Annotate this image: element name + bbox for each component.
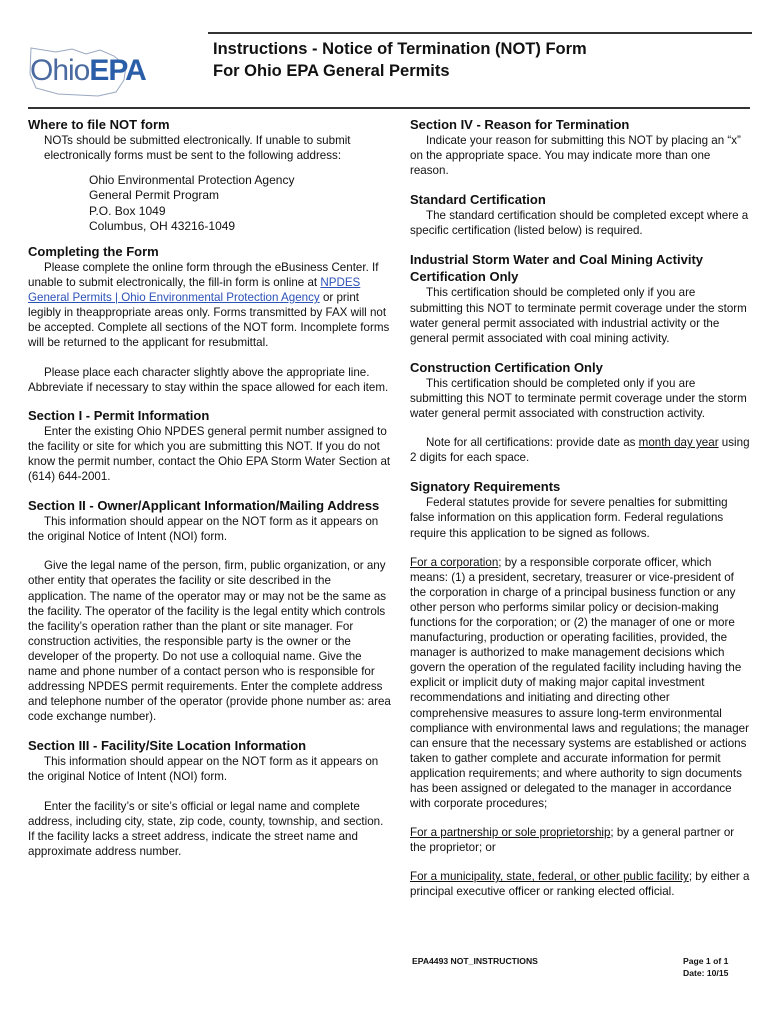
partnership-signatory: For a partnership or sole proprietorship; by a general partner or the proprietor; or (410, 826, 735, 855)
section-4-body: Indicate your reason for submitting this NOT by placing an “x” on the appropriate space. You may indicate more than one reason. (410, 134, 741, 178)
address-line: Columbus, OH 43216-1049 (89, 218, 236, 233)
revision-date: Date: 10/15 (683, 968, 729, 978)
ohio-epa-logo: OhioEPA (30, 54, 146, 87)
completing-paragraph-1: Please complete the online form through the eBusiness Center. If unable to submit electronically, the fill-in form is online at NPDES General Permits | Ohio Environmental Protection Agency or print legibly in theappropriate areas only. Forms transmitted by FAX will not be accepted. Complete all sections of the NOT form. Incomplete forms will be returned to the applicant for resubmittal. (28, 261, 390, 350)
signatory-heading: Signatory Requirements (410, 479, 561, 495)
section-2-heading: Section II - Owner/Applicant Information/Mailing Address (28, 498, 380, 514)
right-column (410, 116, 750, 900)
top-rule (208, 32, 752, 34)
municipality-signatory: For a municipality, state, federal, or other public facility; by either a principal executive officer or ranking elected official. (410, 870, 750, 899)
page-number: Page 1 of 1 (683, 956, 729, 966)
section-4-heading: Section IV - Reason for Termination (410, 117, 630, 132)
construction-certification-heading: Construction Certification Only (410, 359, 603, 375)
section-1-body: Enter the existing Ohio NPDES general permit number assigned to the facility or site for which you are submitting this NOT. If you do not know the permit number, contact the Ohio EPA Storm Water Section at (614) 644-2001. (28, 424, 391, 484)
industrial-certification-body: This certification should be completed only if you are submitting this NOT to terminate permit coverage under the storm water general permit associated with industrial activity or the general permit associated with coal mining activity. (410, 286, 747, 345)
corporation-signatory: For a corporation; by a responsible corporate officer, which means: (1) a president, secretary, treasurer or vice-president of the corporation in charge of a principal business function or any other person who performs similar policy or decision-making functions for the corporation; or (2) the manager of one or more manufacturing, production or operating facilities, provided, the manager is authorized to make management decisions which govern the operation of the regulated facility including having the explicit or implicit duty of making major capital investment recommendations and initiating and directing other comprehensive measures to assure long-term environmental compliance with environmental laws and regulations; the manager can ensure that the necessary systems are established or actions taken to gather complete and accurate information for permit application requirements; and where authority to sign documents has been assigned or delegated to the manager in accordance with corporate procedures; (410, 555, 749, 811)
standard-certification-body: The standard certification should be completed except where a specific certification (listed below) is required. (410, 209, 749, 238)
section-3-heading: Section III - Facility/Site Location Information (28, 738, 307, 754)
completing-paragraph-2: Please place each character slightly above the appropriate line. Abbreviate if necessary to stay within the space allowed for each item. (28, 365, 389, 394)
npdes-general-permits-link[interactable]: NPDES General Permits | Ohio Environmental Protection Agency (28, 276, 361, 305)
completing-heading: Completing the Form (28, 244, 159, 259)
section-3-paragraph-2: Enter the facility’s or site’s official or legal name and complete address, including city, state, zip code, county, township, and section. If the facility lacks a street address, indicate the street name and approximate address number. (28, 799, 384, 858)
where-body: NOTs should be submitted electronically. If unable to submit electronically forms must be sent to the following address: (44, 134, 351, 163)
industrial-certification-heading: Industrial Storm Water and Coal Mining Activity Certification Only (410, 252, 704, 285)
section-2-paragraph-2: Give the legal name of the person, firm, public organization, or any other entity that operates the facility or site described in the application. The name of the operator may or may not be the same as the facility. The operator of the facility is the legal entity which controls the facility’s operation rather than the plant or site manager. For construction activities, the responsible party is the owner or the developer of the property. Do not use a colloquial name. Give the name and phone number of a contact person who is responsible for addressing NPDES permit requirements. Enter the complete address and telephone number of the operator (provide phone number as: area code exchange number). (28, 559, 391, 724)
header-rule (28, 107, 750, 109)
section-3-paragraph-1: This information should appear on the NOT form as it appears on the original Notice of Intent (NOI) form. (28, 755, 379, 784)
section-1-heading: Section I - Permit Information (28, 407, 210, 423)
title-line-2: For Ohio EPA General Permits (213, 62, 450, 80)
mailing-address (28, 173, 392, 234)
address-line: Ohio Environmental Protection Agency (89, 173, 295, 188)
address-line: General Permit Program (89, 188, 220, 203)
title-line-1: Instructions - Notice of Termination (NOT) Form (213, 40, 587, 58)
form-code: EPA4493 NOT_INSTRUCTIONS (412, 956, 538, 966)
section-2-paragraph-1: This information should appear on the NOT form as it appears on the original Notice of Intent (NOI) form. (28, 515, 379, 544)
date-format-note: Note for all certifications: provide date as month day year using 2 digits for each space. (410, 436, 750, 465)
address-line: P.O. Box 1049 (89, 203, 166, 218)
left-column (28, 116, 392, 859)
construction-certification-body: This certification should be completed only if you are submitting this NOT to terminate permit coverage under the storm water general permit associated with construction activity. (410, 376, 747, 421)
standard-certification-heading: Standard Certification (410, 192, 546, 208)
where-heading: Where to file NOT form (28, 117, 170, 132)
signatory-intro: Federal statutes provide for severe penalties for submitting false information on this application form. Federal regulations require this application to be signed as follows. (410, 496, 728, 540)
